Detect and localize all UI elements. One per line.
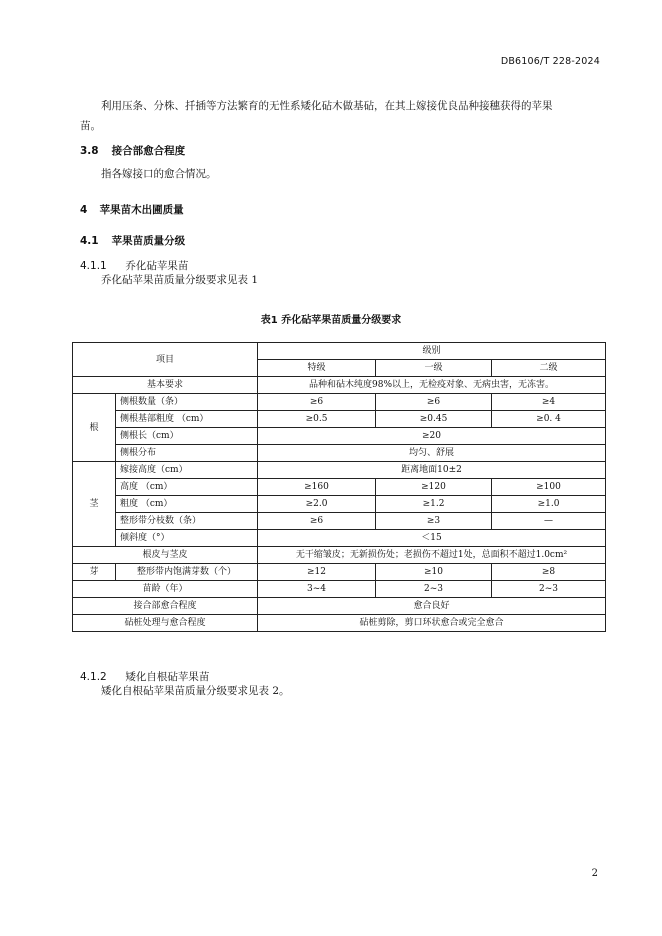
header-grade-first: 一级 [376, 360, 492, 377]
cell: ≥6 [376, 394, 492, 411]
row-label: 侧根长（cm） [116, 428, 258, 445]
cell: ≥1.2 [376, 496, 492, 513]
row-label: 基本要求 [73, 377, 258, 394]
section-4-1-2-body: 矮化自根砧苹果苗质量分级要求见表 2。 [101, 685, 290, 697]
section-title: 接合部愈合程度 [111, 145, 186, 157]
table-header-row [73, 343, 606, 360]
row-label: 接合部愈合程度 [73, 598, 258, 615]
row-label: 侧根数量（条） [116, 394, 258, 411]
table-row [73, 428, 606, 445]
table-caption: 表1 乔化砧苹果苗质量分级要求 [260, 315, 402, 326]
row-label: 侧根分布 [116, 445, 258, 462]
header-grade: 级别 [258, 343, 606, 360]
cell: 3~4 [258, 581, 376, 598]
cell: ≥20 [258, 428, 606, 445]
cell: ≥6 [258, 513, 376, 530]
table-row [73, 564, 606, 581]
section-number: 4.1.2 [80, 671, 107, 683]
intro-paragraph [80, 96, 600, 136]
row-label: 侧根基部粗度 （cm） [116, 411, 258, 428]
header-grade-second: 二级 [492, 360, 606, 377]
cell: — [492, 513, 606, 530]
group-label-bud: 芽 [73, 564, 116, 581]
cell: ≥3 [376, 513, 492, 530]
section-title: 苹果苗质量分级 [111, 235, 186, 247]
row-value: 愈合良好 [258, 598, 606, 615]
section-number: 4 [80, 204, 88, 216]
section-title: 矮化自根砧苹果苗 [125, 671, 210, 683]
table-row [73, 445, 606, 462]
cell: 2~3 [376, 581, 492, 598]
section-number: 3.8 [80, 145, 99, 157]
cell: ≥6 [258, 394, 376, 411]
section-4-heading [80, 202, 184, 217]
cell: ≥100 [492, 479, 606, 496]
section-3-8-heading [80, 143, 185, 158]
table-row [73, 615, 606, 632]
header-item: 项目 [73, 343, 258, 377]
section-number: 4.1 [80, 235, 99, 247]
cell: 均匀、舒展 [258, 445, 606, 462]
page-number: 2 [591, 868, 598, 879]
section-title: 乔化砧苹果苗 [125, 260, 189, 272]
table-row [73, 547, 606, 564]
section-number: 4.1.1 [80, 260, 107, 272]
row-label: 砧桩处理与愈合程度 [73, 615, 258, 632]
cell: ≥160 [258, 479, 376, 496]
intro-line-1: 利用压条、分株、扦插等方法繁育的无性系矮化砧木做基砧，在其上嫁接优良品种接穗获得的苹果 [101, 100, 553, 112]
row-value: 品种和砧木纯度98%以上，无检疫对象、无病虫害，无冻害。 [258, 377, 606, 394]
table-row [73, 581, 606, 598]
row-label: 嫁接高度（cm） [116, 462, 258, 479]
row-label: 粗度 （cm） [116, 496, 258, 513]
table-row [73, 496, 606, 513]
group-label-root: 根 [73, 394, 116, 462]
group-label-stem: 茎 [73, 462, 116, 547]
row-label: 高度 （cm） [116, 479, 258, 496]
section-3-8-body: 指各嫁接口的愈合情况。 [101, 168, 217, 180]
document-code: DB6106/T 228-2024 [500, 56, 600, 67]
header-grade-special: 特级 [258, 360, 376, 377]
section-4-1-heading [80, 233, 185, 248]
row-label: 整形带分枝数（条） [116, 513, 258, 530]
cell: ≥2.0 [258, 496, 376, 513]
row-label: 倾斜度（°） [116, 530, 258, 547]
cell: 2~3 [492, 581, 606, 598]
cell: ＜15 [258, 530, 606, 547]
table-row [73, 394, 606, 411]
cell: ≥0.45 [376, 411, 492, 428]
row-value: 砧桩剪除，剪口环状愈合或完全愈合 [258, 615, 606, 632]
table-row [73, 479, 606, 496]
row-label: 根皮与茎皮 [73, 547, 258, 564]
section-title: 苹果苗木出圃质量 [99, 204, 184, 216]
cell: ≥120 [376, 479, 492, 496]
cell: ≥0. 4 [492, 411, 606, 428]
cell: 距离地面10±2 [258, 462, 606, 479]
table-row [73, 530, 606, 547]
intro-line-2: 苗。 [80, 120, 101, 132]
table-row [73, 411, 606, 428]
table-row [73, 598, 606, 615]
table-row [73, 462, 606, 479]
cell: ≥10 [376, 564, 492, 581]
table-row [73, 513, 606, 530]
table-row [73, 377, 606, 394]
cell: ≥8 [492, 564, 606, 581]
section-4-1-1-body: 乔化砧苹果苗质量分级要求见表 1 [101, 274, 259, 286]
cell: ≥4 [492, 394, 606, 411]
cell: ≥1.0 [492, 496, 606, 513]
cell: ≥12 [258, 564, 376, 581]
quality-grade-table [72, 342, 606, 632]
cell: ≥0.5 [258, 411, 376, 428]
row-value: 无干缩皱皮；无新损伤处；老损伤不超过1处，总面积不超过1.0cm² [258, 547, 606, 564]
row-label: 苗龄（年） [73, 581, 258, 598]
row-label: 整形带内饱满芽数（个） [116, 564, 258, 581]
